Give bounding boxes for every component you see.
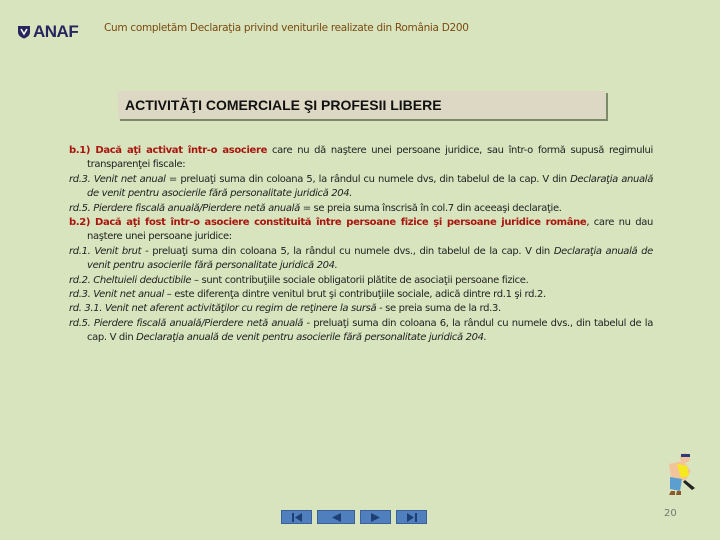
text-segment: care nu dă naştere unei persoane juridice, sau într-o formă supusă regimului transparenţei fiscale: [87,145,653,171]
italic-text: rd.5. Pierdere fiscală anuală/Pierdere netă anuală [69,317,304,329]
last-slide-button[interactable] [396,510,427,524]
text-segment: – sunt contribuţiile sociale obligatorii plătite de asociaţii persoane fizice. [191,274,529,286]
highlight-text: b.1) Dacă aţi activat într-o asociere [69,145,267,156]
paragraph [69,317,653,346]
previous-slide-button[interactable] [317,510,355,524]
arrow-right-icon [371,513,380,522]
header-title: Cum completăm Declaraţia privind veniturile realizate din România D200 [104,22,469,34]
italic-text: rd. 3.1. Venit net aferent activităţilor cu regim de reţinere la sursă [69,303,377,315]
slide-title: ACTIVITĂŢI COMERCIALE ŞI PROFESII LIBERE [125,97,442,113]
slide-navigation [281,510,427,524]
text-segment: - preluaţi suma din coloana 5, la rândul cu numele dvs., din tabelul de la cap. V din [141,245,554,257]
text-segment: - se preia suma de la rd.3. [376,303,501,315]
text-segment: , care nu dau naştere unei persoane juridice: [87,217,653,243]
paragraph [69,288,653,302]
italic-text: rd.2. Cheltuieli deductibile [69,274,192,286]
skip-forward-icon [407,513,417,522]
paragraph [69,274,653,288]
skip-back-icon [292,513,302,522]
first-slide-button[interactable] [281,510,312,524]
text-segment: = preluaţi suma din coloana 5, la rândul cu numele dvs, din tabelul de la cap. V din [165,173,571,185]
italic-text: Declaraţia anuală de venit pentru asocierile fără personalitate juridică 204. [87,173,654,200]
text-segment: – este diferenţa dintre venitul brut şi contribuţiile sociale, adică dintre rd.1 şi rd.2. [163,289,546,301]
paragraph [69,144,653,173]
paragraph [69,173,653,202]
worker-mascot-image [655,450,705,504]
anaf-logo [17,22,78,42]
text-segment: = se preia suma înscrisă în col.7 din aceeaşi declaraţie. [299,202,562,214]
slide-content [69,144,653,346]
page-number: 20 [664,508,677,519]
paragraph [69,216,653,245]
slide-title-box [118,91,606,119]
shield-icon [17,25,31,39]
arrow-left-icon [332,513,341,522]
italic-text: rd.3. Venit net anual [69,289,164,301]
paragraph [69,202,653,216]
italic-text: Declaraţia anuală de venit pentru asocierile fără personalitate juridică 204. [136,332,487,344]
text-segment: - preluaţi suma din coloana 6, la rândul cu numele dvs., din tabelul de la cap. V din [87,317,653,344]
italic-text: rd.5. Pierdere fiscală anuală/Pierdere netă anuală [69,202,300,214]
italic-text: Declaraţia anuală de venit pentru asocierile fără personalitate juridică 204. [87,245,653,272]
italic-text: rd.1. Venit brut [69,245,142,257]
italic-text: rd.3. Venit net anual [69,173,166,185]
logo-text: ANAF [33,22,79,41]
paragraph [69,245,653,274]
paragraph [69,302,653,316]
highlight-text: b.2) Dacă aţi fost într-o asociere constituită între persoane fizice şi persoane juridice române [69,217,587,229]
next-slide-button[interactable] [360,510,391,524]
